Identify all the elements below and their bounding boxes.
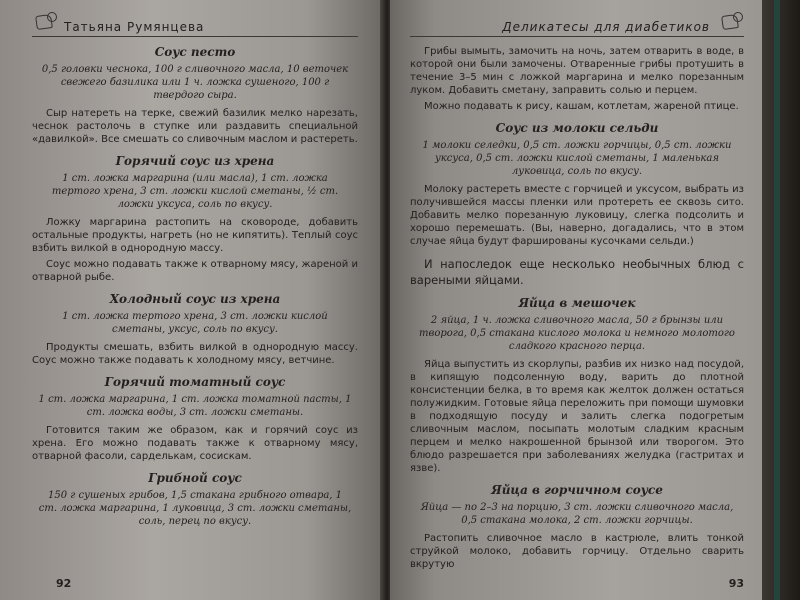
left-page	[0, 0, 384, 600]
recipe-ingredients: 150 г сушеных грибов, 1,5 стакана грибного отвара, 1 ст. ложка маргарина, 1 луковица, 3 ст. ложки сметаны, соль, перец по вкусу.	[38, 490, 352, 527]
book-cover-edge	[762, 0, 800, 600]
recipe-instructions: Сыр натереть на терке, свежий базилик мелко нарезать, чеснок растолочь в ступке или раздавить специальной «давилкой». Все смешать со сливочным маслом и растереть.	[32, 108, 358, 145]
cover-stripe	[774, 0, 780, 600]
right-page	[390, 0, 762, 600]
recipe-title: Грибной соус	[148, 471, 242, 485]
recipe-continuation: Грибы вымыть, замочить на ночь, затем отварить в воде, в которой они были замочены. Отваренные грибы протушить в течение 3–5 мин с ложкой маргарина и мелко порезанным луком. Добавить сметану, заправить солью и перцем.	[410, 46, 744, 96]
recipe-instructions: Растопить сливочное масло в кастрюле, влить тонкой струйкой молоко, добавить горчицу. Отдельно сварить вкрутую	[410, 533, 744, 570]
recipe-title: Холодный соус из хрена	[109, 292, 281, 306]
running-head-right	[410, 8, 744, 37]
recipe-title: Горячий соус из хрена	[115, 154, 275, 168]
page-number-left: 92	[56, 577, 72, 590]
recipe-title: Горячий томатный соус	[104, 375, 286, 389]
recipe-ingredients: 1 ст. ложка маргарина (или масла), 1 ст. ложка тертого хрена, 3 ст. ложки кислой сметаны, ½ ст. ложки уксуса, соль по вкусу.	[51, 173, 339, 210]
recipe-instructions: Продукты смешать, взбить вилкой в однородную массу. Соус можно также подавать к холодному мясу, ветчине.	[32, 342, 358, 366]
recipe-instructions: Соус можно подавать также к отварному мясу, жареной и отварной рыбе.	[32, 259, 358, 283]
running-head-left	[32, 8, 358, 37]
recipe-instructions: Молоку растереть вместе с горчицей и уксусом, выбрать из получившейся массы пленки или протереть ее сквозь сито. Добавить мелко порезанную луковицу, слегка подсолить и хорошо перемешать. (Вы, наверно, догадались, что в этом случае яйца будут фаршированы кусочками сельди.)	[410, 184, 744, 247]
recipe-ingredients: 1 ст. ложка тертого хрена, 3 ст. ложки кислой сметаны, уксус, соль по вкусу.	[62, 311, 328, 335]
recipe-title: Соус песто	[154, 45, 236, 59]
section-name: Деликатесы для диабетиков	[502, 20, 710, 34]
recipe-title: Яйца в мешочек	[518, 296, 636, 310]
recipe-instructions: Ложку маргарина растопить на сковороде, добавить остальные продукты, нагреть (но не кипятить). Теплый соус взбить вилкой в однородную массу.	[32, 217, 358, 254]
recipe-ingredients: 1 молоки селедки, 0,5 ст. ложки горчицы, 0,5 ст. ложки уксуса, 0,5 ст. ложки кислой сметаны, 1 маленькая луковица, соль по вкусу.	[422, 140, 732, 177]
recipe-ingredients: 0,5 головки чеснока, 100 г сливочного масла, 10 веточек свежего базилика или 1 ч. ложка сушеного, 100 г твердого сыра.	[41, 64, 349, 101]
recipe-ingredients: 2 яйца, 1 ч. ложка сливочного масла, 50 г брынзы или творога, 0,5 стакана кислого молока и немного молотого сладкого красного перца.	[419, 315, 735, 352]
chapter-intro: И напоследок еще несколько необычных блюд с вареными яйцами.	[410, 257, 744, 287]
author-name: Татьяна Румянцева	[64, 20, 205, 34]
recipe-ingredients: 1 ст. ложка маргарина, 1 ст. ложка томатной пасты, 1 ст. ложка воды, 3 ст. ложки сметаны.	[38, 394, 352, 418]
recipe-ingredients: Яйца — по 2–3 на порцию, 3 ст. ложки сливочного масла, 0,5 стакана молока, 2 ст. ложки горчицы.	[420, 502, 734, 526]
chef-doodle-icon	[32, 12, 58, 34]
recipe-instructions: Готовится таким же образом, как и горячий соус из хрена. Его можно подавать также к отварному мясу, отварной фасоли, сарделькам, сосискам.	[32, 425, 358, 462]
recipe-instructions: Яйца выпустить из скорлупы, разбив их низко над посудой, в кипящую подсоленную воду, варить до плотной консистенции белка, в то время как желток должен остаться полужидким. Готовые яйца переложить при помощи шумовки в подходящую посуду и залить слегка подогретым сливочным маслом, посыпать молотым сладким красным перцем и мелко накрошенной брынзой или творогом. Это блюдо разрешается при заболеваниях желудка (гастритах и язве).	[410, 359, 744, 474]
recipe-title: Соус из молоки сельди	[495, 121, 659, 135]
recipe-title: Яйца в горчичном соусе	[491, 483, 663, 497]
recipe-continuation: Можно подавать к рису, кашам, котлетам, жареной птице.	[424, 101, 739, 112]
page-number-right: 93	[728, 577, 744, 590]
chef-doodle-icon	[718, 12, 744, 34]
